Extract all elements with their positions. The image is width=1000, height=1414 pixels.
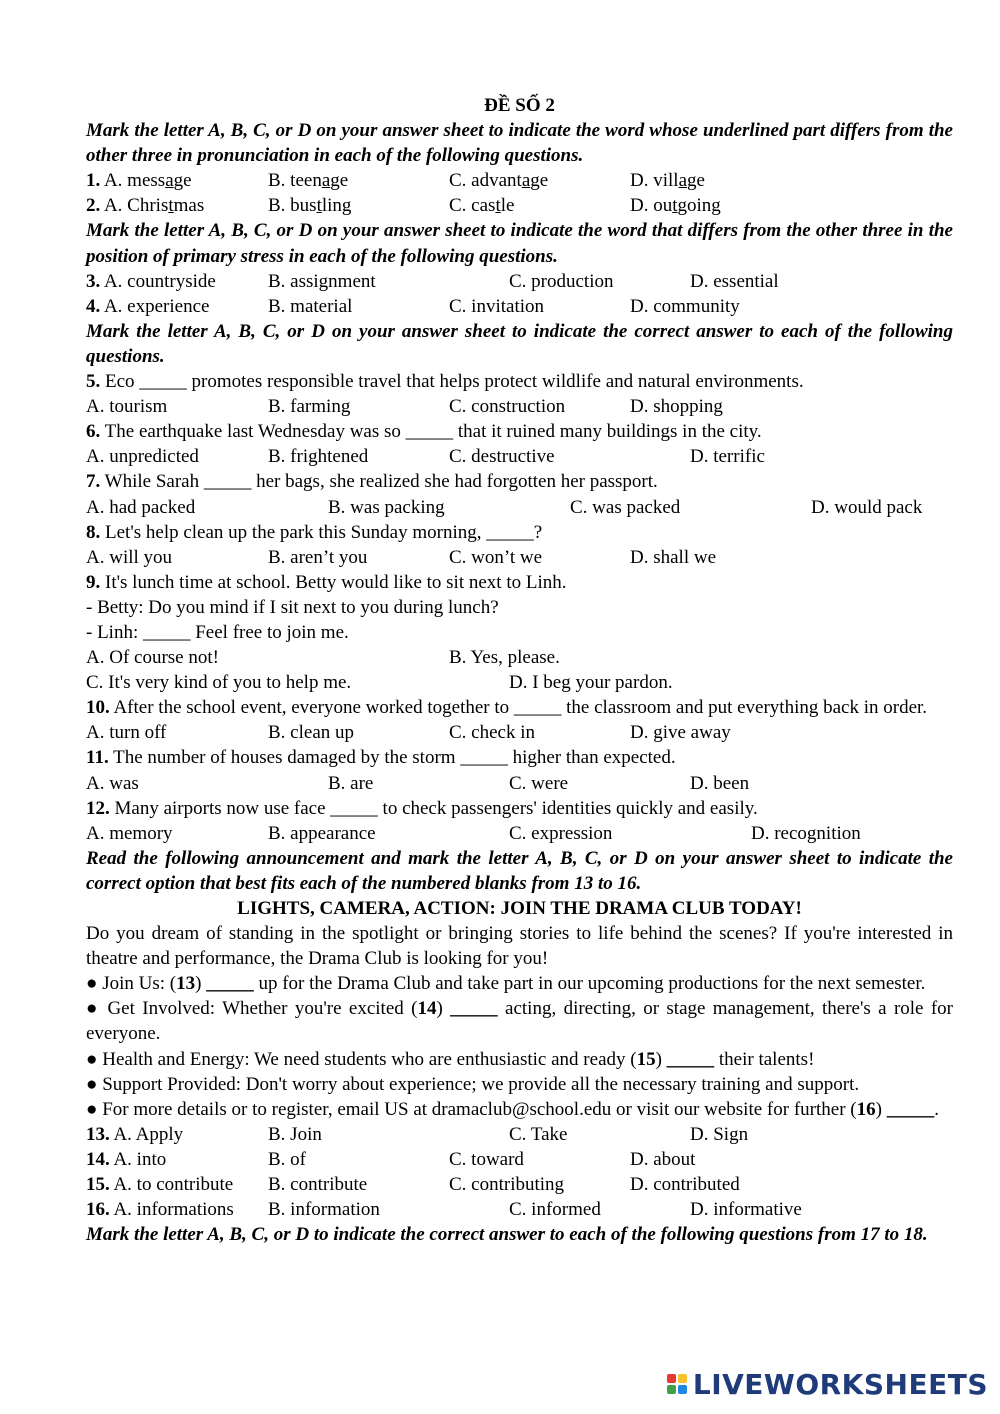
option-b[interactable]: B. aren’t you [268, 546, 368, 568]
option-d[interactable]: D. contributed [630, 1174, 740, 1196]
option-a[interactable]: A. informations [113, 1199, 234, 1221]
option-c[interactable]: C. Take [509, 1123, 568, 1145]
option-d[interactable]: D. village [630, 170, 705, 192]
page-title: ĐỀ SỐ 2 [484, 95, 555, 116]
option-d[interactable]: D. recognition [751, 822, 861, 844]
question-10-stem: 10. After the school event, everyone worked together to _____ the classroom and put everything back in order. [86, 697, 928, 719]
option-c[interactable]: C. castle [449, 195, 515, 217]
question-16: 16. A. informations B. information C. informed D. informative [86, 1197, 953, 1222]
question-1 [86, 168, 953, 193]
option-b[interactable]: B. assignment [268, 270, 376, 292]
option-b[interactable]: B. Join [268, 1123, 322, 1145]
option-d[interactable]: D. give away [630, 722, 731, 744]
option-d[interactable]: D. community [630, 295, 740, 317]
option-d[interactable]: D. been [690, 772, 750, 794]
question-11-options [86, 771, 953, 796]
question-5-options [86, 394, 953, 419]
blank-15[interactable]: _____ [666, 1048, 715, 1070]
announcement-bullet-16: ● For more details or to register, email US at dramaclub@school.edu or visit our website for further (16) _____. [86, 1098, 939, 1120]
question-7-stem: 7. While Sarah _____ her bags, she realized she had forgotten her passport. [86, 471, 658, 493]
instruction-pronunciation: Mark the letter A, B, C, or D on your answer sheet to indicate the word whose underlined part differs from the other three in pronunciation in each of the following questions. [86, 120, 953, 167]
instruction-correct-answer: Mark the letter A, B, C, or D on your answer sheet to indicate the correct answer to each of the following questions. [86, 320, 953, 367]
question-11-stem: 11. The number of houses damaged by the storm _____ higher than expected. [86, 747, 676, 769]
option-a[interactable]: A. Apply [113, 1123, 184, 1145]
option-a[interactable]: A. into [113, 1148, 167, 1170]
option-a[interactable]: A. unpredicted [86, 446, 199, 468]
option-b[interactable]: B. was packing [328, 496, 445, 518]
option-c[interactable]: C. It's very kind of you to help me. [86, 672, 352, 694]
option-b[interactable]: B. information [268, 1199, 380, 1221]
option-b[interactable]: B. clean up [268, 722, 355, 744]
option-d[interactable]: D. outgoing [630, 195, 721, 217]
question-6-options [86, 444, 953, 469]
question-15: 15. A. to contribute B. contribute C. contributing D. contributed [86, 1172, 953, 1197]
question-9-options-2 [86, 670, 953, 695]
option-d[interactable]: D. informative [690, 1199, 802, 1221]
question-9-options-1 [86, 645, 953, 670]
option-a[interactable]: A. memory [86, 822, 173, 844]
option-b[interactable]: B. appearance [268, 822, 376, 844]
option-b[interactable]: B. farming [268, 396, 351, 418]
option-d[interactable]: D. would pack [811, 496, 923, 518]
option-d[interactable]: D. Sign [690, 1123, 749, 1145]
option-c[interactable]: C. construction [449, 396, 566, 418]
question-13: 13. A. Apply B. Join C. Take D. Sign [86, 1122, 953, 1147]
blank-16[interactable]: _____ [886, 1098, 935, 1120]
question-3 [86, 269, 953, 294]
option-c[interactable]: C. advantage [449, 170, 549, 192]
question-12-options [86, 821, 953, 846]
option-c[interactable]: C. was packed [570, 496, 681, 518]
option-c[interactable]: C. production [509, 270, 614, 292]
option-c[interactable]: C. expression [509, 822, 613, 844]
question-7-options [86, 495, 953, 520]
option-a[interactable]: A. Christmas [103, 195, 205, 217]
question-4 [86, 294, 953, 319]
announcement-heading: LIGHTS, CAMERA, ACTION: JOIN THE DRAMA CLUB TODAY! [237, 898, 802, 919]
option-d[interactable]: D. I beg your pardon. [509, 672, 673, 694]
option-a[interactable]: A. to contribute [113, 1174, 234, 1196]
option-a[interactable]: A. experience [103, 295, 210, 317]
option-b[interactable]: B. frightened [268, 446, 369, 468]
question-number: 1. [86, 170, 101, 192]
blank-14[interactable]: _____ [450, 998, 498, 1020]
announcement-bullet-15: ● Health and Energy: We need students who are enthusiastic and ready (15) _____ their talents! [86, 1048, 815, 1070]
option-c[interactable]: C. check in [449, 722, 536, 744]
blank-13[interactable]: _____ [206, 973, 254, 995]
question-14: 14. A. into B. of C. toward D. about [86, 1147, 953, 1172]
option-c[interactable]: C. won’t we [449, 546, 543, 568]
logo-grid-icon [667, 1374, 687, 1394]
question-10-options [86, 720, 953, 745]
option-a[interactable]: A. countryside [103, 270, 216, 292]
option-c[interactable]: C. were [509, 772, 569, 794]
question-6-stem: 6. The earthquake last Wednesday was so _____ that it ruined many buildings in the city. [86, 421, 762, 443]
option-a[interactable]: A. message [103, 170, 192, 192]
option-d[interactable]: D. terrific [690, 446, 765, 468]
question-5-stem: 5. Eco _____ promotes responsible travel that helps protect wildlife and natural environments. [86, 371, 804, 393]
announcement-bullet-13: ● Join Us: (13) _____ up for the Drama Club and take part in our upcoming productions for the next semester. [86, 973, 926, 995]
option-b[interactable]: B. material [268, 295, 353, 317]
option-b[interactable]: B. are [328, 772, 374, 794]
option-a[interactable]: A. was [86, 772, 139, 794]
option-d[interactable]: D. shopping [630, 396, 723, 418]
question-number: 3. [86, 270, 101, 292]
announcement-bullet-14: ● Get Involved: Whether you're excited (14) _____ acting, directing, or stage management, there's a role for everyone. [86, 998, 954, 1045]
question-number: 2. [86, 195, 101, 217]
option-c[interactable]: C. invitation [449, 295, 544, 317]
question-9-stem: 9. It's lunch time at school. Betty would like to sit next to Linh. [86, 571, 567, 593]
question-number: 4. [86, 295, 101, 317]
question-2 [86, 193, 953, 218]
option-c[interactable]: C. informed [509, 1199, 601, 1221]
question-12-stem: 12. Many airports now use face _____ to check passengers' identities quickly and easily. [86, 797, 758, 819]
option-a[interactable]: A. tourism [86, 396, 168, 418]
worksheet [86, 93, 953, 1247]
liveworksheets-logo [667, 1366, 988, 1402]
option-a[interactable]: A. Of course not! [86, 647, 219, 669]
option-b[interactable]: B. Yes, please. [449, 647, 560, 669]
announcement-intro: Do you dream of standing in the spotlight or bringing stories to life behind the scenes? If you're interested in theatre and performance, the Drama Club is looking for you! [86, 923, 953, 970]
option-a[interactable]: A. turn off [86, 722, 167, 744]
logo-text: LIVEWORKSHEETS [692, 1367, 988, 1401]
option-a[interactable]: A. had packed [86, 496, 196, 518]
option-b[interactable]: B. contribute [268, 1174, 368, 1196]
instruction-final: Mark the letter A, B, C, or D to indicate the correct answer to each of the following questions from 17 to 18. [86, 1224, 928, 1246]
option-d[interactable]: D. shall we [630, 546, 717, 568]
option-c[interactable]: C. toward [449, 1148, 524, 1170]
instruction-stress: Mark the letter A, B, C, or D on your answer sheet to indicate the word that differs from the other three in the position of primary stress in each of the following questions. [86, 220, 953, 267]
option-c[interactable]: C. contributing [449, 1174, 565, 1196]
option-d[interactable]: D. about [630, 1148, 696, 1170]
option-b[interactable]: B. teenage [268, 170, 349, 192]
question-8-options [86, 545, 953, 570]
question-9-dialogue-1: - Betty: Do you mind if I sit next to you during lunch? [86, 596, 499, 618]
announcement-bullet-support: ● Support Provided: Don't worry about experience; we provide all the necessary training and support. [86, 1073, 860, 1095]
option-b[interactable]: B. bustling [268, 195, 352, 217]
option-d[interactable]: D. essential [690, 270, 779, 292]
instruction-announcement: Read the following announcement and mark the letter A, B, C, or D on your answer sheet to indicate the correct option that best fits each of the numbered blanks from 13 to 16. [86, 847, 953, 894]
question-8-stem: 8. Let's help clean up the park this Sunday morning, _____? [86, 521, 543, 543]
option-a[interactable]: A. will you [86, 546, 173, 568]
option-c[interactable]: C. destructive [449, 446, 555, 468]
question-9-dialogue-2: - Linh: _____ Feel free to join me. [86, 621, 349, 643]
option-b[interactable]: B. of [268, 1148, 306, 1170]
